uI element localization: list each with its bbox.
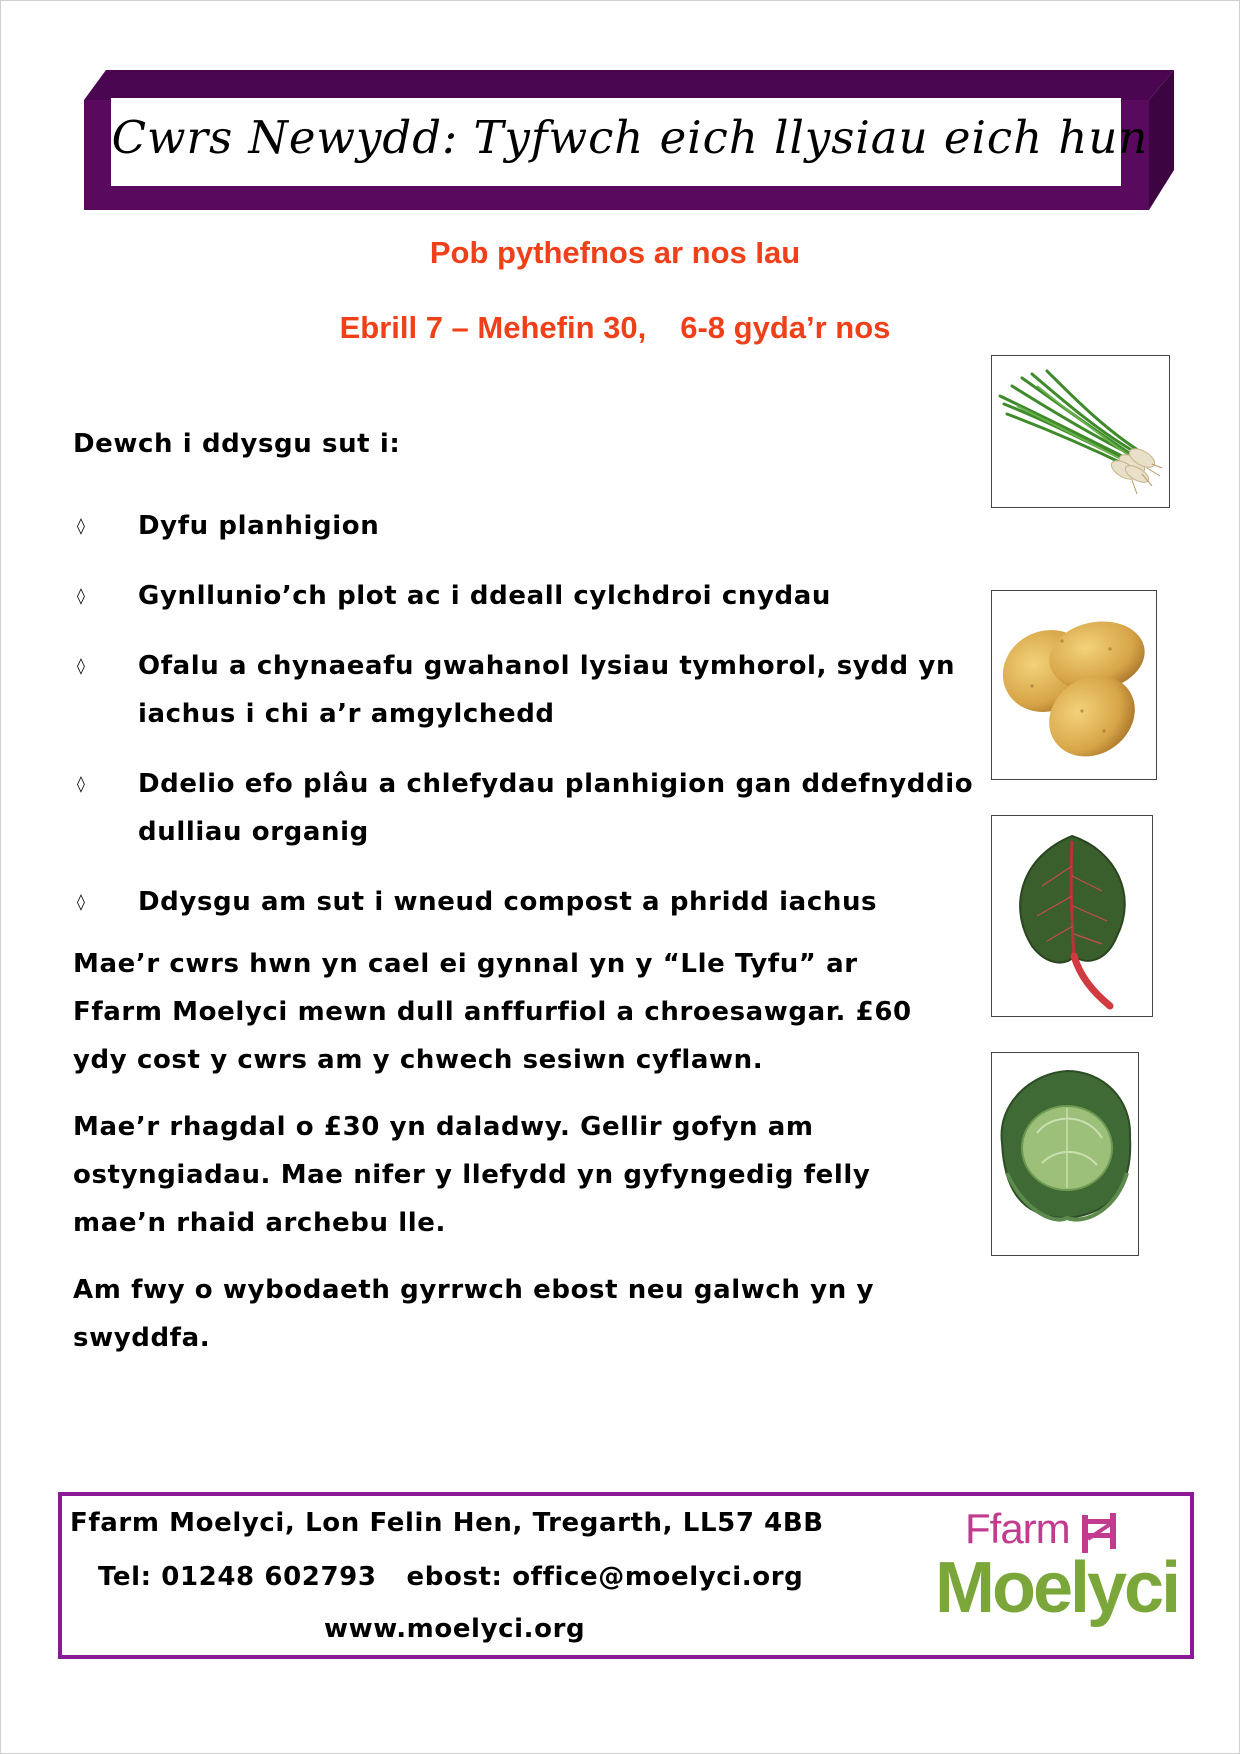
schedule-frequency: Pob pythefnos ar nos Iau — [429, 235, 801, 270]
potatoes-image — [991, 590, 1157, 780]
chard-image — [991, 815, 1153, 1017]
course-info-paragraph: Mae’r cwrs hwn yn cael ei gynnal yn y “Lle Tyfu” ar Ffarm Moelyci mewn dull anffurfiol a chroesawgar. £60 ydy cost y cwrs am y chwech sesiwn cyflawn. — [73, 949, 912, 1075]
footer-email-link[interactable]: ebost: office@moelyci.org — [406, 1562, 804, 1592]
schedule-dates: Ebrill 7 – Mehefin 30, — [339, 310, 647, 345]
footer-address: Ffarm Moelyci, Lon Felin Hen, Tregarth, LL57 4BB — [70, 1508, 824, 1538]
diamond-bullet-icon: ◊ — [77, 656, 85, 675]
deposit-paragraph: Mae’r rhagdal o £30 yn daladwy. Gellir gofyn am ostyngiadau. Mae nifer y llefydd yn gyfyngedig felly mae’n rhaid archebu lle. — [73, 1112, 871, 1238]
spring-onions-image — [991, 355, 1170, 508]
footer-contact — [98, 1562, 803, 1592]
contact-paragraph: Am fwy o wybodaeth gyrrwch ebost neu galwch yn y swyddfa. — [73, 1275, 875, 1353]
cabbage-image — [991, 1052, 1139, 1256]
diamond-bullet-icon: ◊ — [77, 516, 85, 535]
logo-line-1: Ffarm — [965, 1505, 1070, 1552]
logo-line-2: Moelyci — [935, 1548, 1179, 1628]
page-title: Cwrs Newydd: Tyfwch eich llysiau eich hun — [111, 110, 1149, 164]
intro-text: Dewch i ddysgu sut i: — [73, 429, 401, 459]
diamond-bullet-icon: ◊ — [77, 892, 85, 911]
schedule-dates-time — [0, 310, 1230, 346]
schedule-time: 6-8 gyda’r nos — [680, 310, 891, 345]
footer-website-link[interactable]: www.moelyci.org — [324, 1614, 586, 1644]
diamond-bullet-icon: ◊ — [77, 586, 85, 605]
diamond-bullet-icon: ◊ — [77, 774, 85, 793]
footer-phone: Tel: 01248 602793 — [98, 1562, 377, 1592]
moelyci-logo — [930, 1505, 1179, 1645]
